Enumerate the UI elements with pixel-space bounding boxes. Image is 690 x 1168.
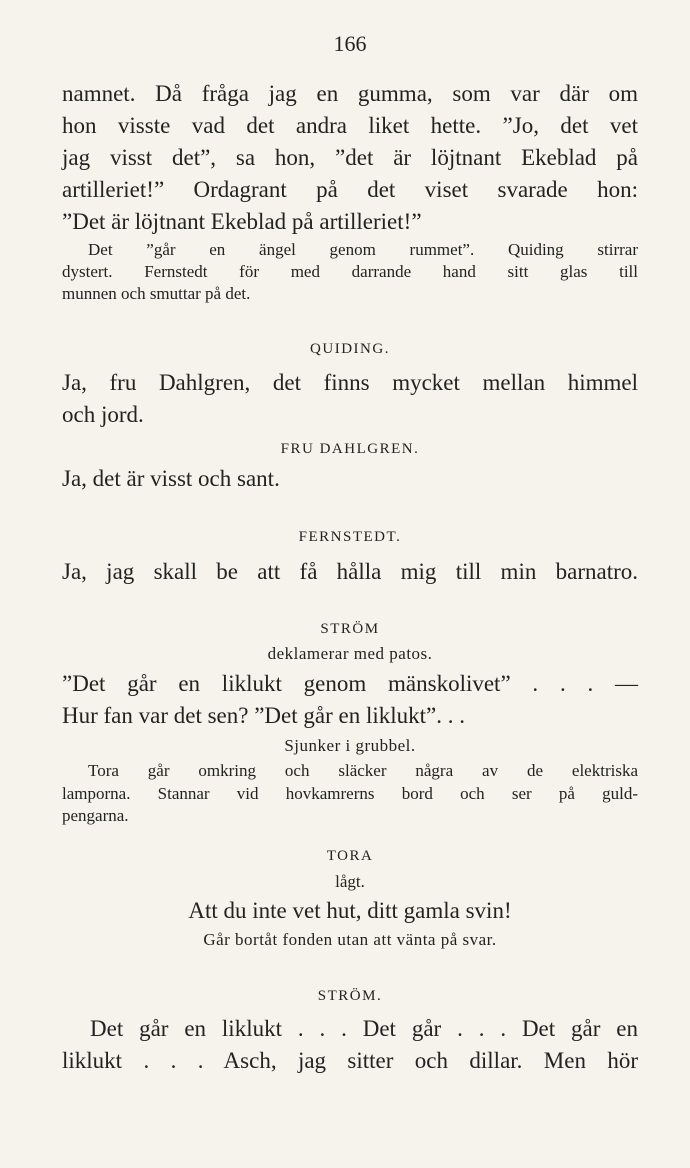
speaker-name: STRÖM. (317, 988, 383, 1004)
stage-direction-line: Tora går omkring och släcker några av de elektriska (88, 761, 638, 780)
stage-direction-line: pengarna. (62, 806, 129, 825)
stage-direction-line: lamporna. Stannar vid hovkamrerns bord och ser på guld- (62, 784, 638, 803)
dialogue-line: ”Det går en liklukt genom mänskolivet” . . . — (62, 671, 638, 696)
speaker-name: FRU DAHLGREN. (280, 441, 420, 457)
speaker-name: STRÖM (320, 621, 380, 637)
dialogue-line: och jord. (62, 402, 144, 427)
speaker-direction: lågt. (335, 872, 365, 891)
dialogue-line: Ja, jag skall be att få hålla mig till min barnatro. (62, 559, 638, 584)
dialogue-line: liklukt . . . Asch, jag sitter och dillar. Men hör (62, 1048, 638, 1073)
page-number: 166 (333, 31, 367, 56)
text-line: hon visste vad det andra liket hette. ”Jo, det vet (62, 113, 638, 138)
stage-direction-line: dystert. Fernstedt för med darrande hand sitt glas till (62, 262, 638, 281)
text-line: ”Det är löjtnant Ekeblad på artilleriet!” (62, 209, 422, 234)
stage-direction-line: Det ”går en ängel genom rummet”. Quiding stirrar (88, 240, 638, 259)
speaker-name: TORA (326, 848, 374, 864)
speaker-direction: Går bortåt fonden utan att vänta på svar. (203, 930, 497, 949)
text-line: namnet. Då fråga jag en gumma, som var där om (62, 81, 638, 106)
dialogue-line: Hur fan var det sen? ”Det går en liklukt”. . . (62, 703, 465, 728)
dialogue-line: Det går en liklukt . . . Det går . . . Det går en (90, 1016, 638, 1041)
speaker-name: FERNSTEDT. (298, 529, 402, 545)
speaker-direction: Sjunker i grubbel. (284, 736, 416, 755)
dialogue-line: Ja, fru Dahlgren, det finns mycket mellan himmel (62, 370, 638, 395)
stage-direction-line: munnen och smuttar på det. (62, 284, 251, 303)
speaker-direction: deklamerar med patos. (267, 644, 433, 663)
dialogue-line: Ja, det är visst och sant. (62, 466, 280, 491)
dialogue-line: Att du inte vet hut, ditt gamla svin! (188, 898, 512, 923)
speaker-name: QUIDING. (310, 341, 390, 357)
text-line: jag visst det”, sa hon, ”det är löjtnant Ekeblad på (62, 145, 638, 170)
text-line: artilleriet!” Ordagrant på det viset svarade hon: (62, 177, 638, 202)
